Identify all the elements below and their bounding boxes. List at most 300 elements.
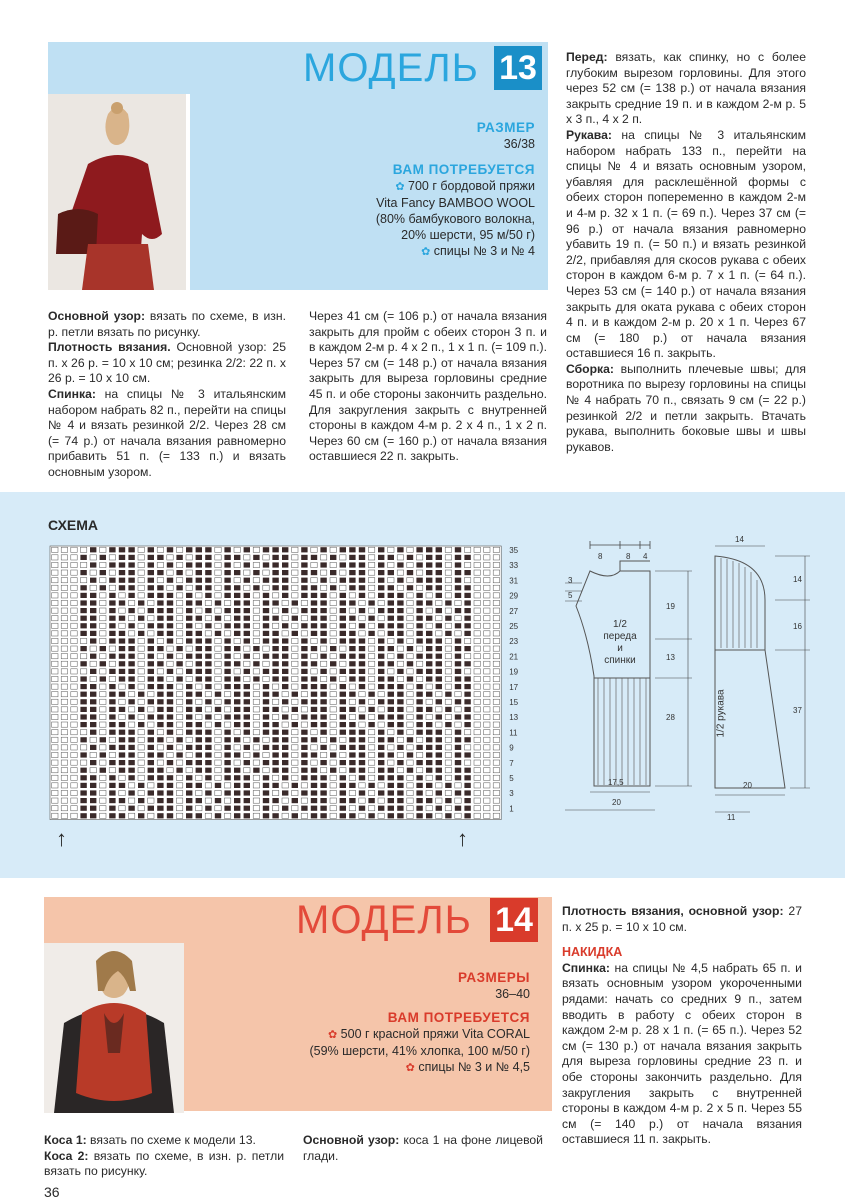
chart-cell [416, 669, 422, 674]
chart-cell [397, 593, 403, 598]
chart-cell [157, 737, 163, 742]
chart-cell [148, 752, 154, 757]
chart-cell [224, 813, 230, 818]
chart-cell [272, 775, 278, 780]
chart-cell [61, 631, 67, 636]
chart-cell [253, 623, 259, 628]
chart-cell [340, 593, 346, 598]
chart-cell [244, 616, 250, 621]
chart-cell [157, 699, 163, 704]
chart-cell [157, 646, 163, 651]
chart-cell [253, 669, 259, 674]
chart-cell [464, 737, 470, 742]
chart-cell [464, 745, 470, 750]
chart-cell [148, 676, 154, 681]
chart-cell [176, 775, 182, 780]
chart-cell [455, 661, 461, 666]
chart-cell [455, 562, 461, 567]
chart-row-number: 23 [509, 637, 519, 647]
chart-cell [119, 654, 125, 659]
chart-cell [253, 585, 259, 590]
chart-cell [80, 730, 86, 735]
chart-cell [493, 593, 499, 598]
chart-cell [263, 699, 269, 704]
chart-cell [224, 600, 230, 605]
chart-cell [205, 783, 211, 788]
chart-cell [464, 684, 470, 689]
chart-cell [119, 623, 125, 628]
chart-cell [272, 562, 278, 567]
chart-cell [224, 638, 230, 643]
chart-cell [436, 578, 442, 583]
chart-cell [119, 692, 125, 697]
chart-cell [234, 547, 240, 552]
chart-cell [320, 631, 326, 636]
chart-cell [388, 806, 394, 811]
chart-cell [282, 676, 288, 681]
chart-cell [167, 752, 173, 757]
chart-cell [109, 600, 115, 605]
chart-cell [138, 737, 144, 742]
chart-cell [445, 578, 451, 583]
chart-cell [282, 661, 288, 666]
chart-cell [71, 699, 77, 704]
chart-cell [368, 661, 374, 666]
chart-cell [176, 714, 182, 719]
chart-cell [176, 699, 182, 704]
chart-cell [128, 623, 134, 628]
chart-cell [301, 646, 307, 651]
chart-cell [378, 737, 384, 742]
chart-cell [52, 775, 58, 780]
chart-cell [311, 654, 317, 659]
chart-cell [119, 707, 125, 712]
chart-cell [244, 783, 250, 788]
model13-column-3 [566, 50, 806, 455]
chart-cell [253, 714, 259, 719]
chart-cell [340, 783, 346, 788]
chart-cell [426, 578, 432, 583]
chart-cell [244, 790, 250, 795]
chart-cell [320, 737, 326, 742]
chart-cell [436, 616, 442, 621]
chart-cell [493, 790, 499, 795]
chart-cell [80, 570, 86, 575]
chart-cell [109, 631, 115, 636]
chart-cell [368, 638, 374, 643]
chart-cell [397, 806, 403, 811]
chart-cell [224, 676, 230, 681]
chart-cell [455, 722, 461, 727]
chart-cell [186, 600, 192, 605]
chart-cell [100, 638, 106, 643]
chart-cell [397, 562, 403, 567]
chart-cell [224, 714, 230, 719]
chart-cell [407, 813, 413, 818]
chart-cell [320, 669, 326, 674]
chart-cell [196, 798, 202, 803]
chart-cell [378, 714, 384, 719]
chart-cell [167, 798, 173, 803]
section-heading: НАКИДКА [562, 945, 623, 960]
chart-cell [61, 600, 67, 605]
chart-cell [61, 638, 67, 643]
chart-cell [157, 752, 163, 757]
chart-cell [272, 752, 278, 757]
chart-cell [426, 722, 432, 727]
chart-cell [71, 790, 77, 795]
chart-cell [426, 783, 432, 788]
chart-cell [224, 562, 230, 567]
chart-cell [359, 555, 365, 560]
chart-cell [167, 638, 173, 643]
chart-cell [138, 562, 144, 567]
chart-cell [61, 760, 67, 765]
chart-cell [157, 798, 163, 803]
chart-cell [311, 638, 317, 643]
chart-cell [100, 608, 106, 613]
chart-cell [196, 714, 202, 719]
chart-cell [109, 752, 115, 757]
chart-cell [426, 684, 432, 689]
chart-row-number: 35 [509, 546, 519, 555]
chart-cell [301, 570, 307, 575]
chart-cell [119, 768, 125, 773]
chart-cell [244, 646, 250, 651]
chart-cell [359, 684, 365, 689]
chart-cell [90, 669, 96, 674]
chart-cell [388, 646, 394, 651]
chart-cell [301, 760, 307, 765]
chart-row-number: 27 [509, 606, 519, 616]
chart-cell [100, 692, 106, 697]
chart-row-number: 19 [509, 667, 519, 677]
chart-cell [397, 737, 403, 742]
chart-cell [493, 562, 499, 567]
chart-cell [148, 654, 154, 659]
chart-cell [416, 593, 422, 598]
chart-cell [119, 661, 125, 666]
chart-cell [61, 707, 67, 712]
chart-cell [292, 806, 298, 811]
chart-cell [301, 631, 307, 636]
chart-cell [119, 684, 125, 689]
chart-cell [186, 813, 192, 818]
chart-cell [119, 600, 125, 605]
chart-cell [128, 562, 134, 567]
chart-cell [215, 578, 221, 583]
chart-cell [474, 813, 480, 818]
chart-cell [80, 760, 86, 765]
chart-cell [416, 600, 422, 605]
chart-cell [205, 752, 211, 757]
chart-cell [119, 790, 125, 795]
chart-cell [215, 714, 221, 719]
chart-cell [205, 570, 211, 575]
chart-cell [349, 783, 355, 788]
chart-cell [224, 578, 230, 583]
chart-cell [109, 768, 115, 773]
chart-cell [263, 684, 269, 689]
chart-cell [148, 555, 154, 560]
chart-row-number: 13 [509, 713, 519, 723]
chart-cell [436, 790, 442, 795]
chart-cell [196, 547, 202, 552]
materials-line-4: 20% шерсти, 95 м/50 г) [401, 228, 535, 242]
model14-column-1 [44, 1133, 284, 1180]
chart-cell [234, 760, 240, 765]
chart-cell [368, 768, 374, 773]
chart-cell [474, 730, 480, 735]
chart-cell [234, 623, 240, 628]
chart-cell [484, 790, 490, 795]
model14-number: 14 [490, 898, 538, 942]
chart-cell [426, 752, 432, 757]
chart-cell [128, 676, 134, 681]
chart-cell [397, 570, 403, 575]
chart-cell [311, 714, 317, 719]
chart-cell [90, 783, 96, 788]
chart-cell [272, 813, 278, 818]
chart-cell [215, 623, 221, 628]
chart-cell [436, 600, 442, 605]
chart-cell [272, 760, 278, 765]
chart-cell [445, 722, 451, 727]
chart-cell [157, 775, 163, 780]
chart-cell [52, 654, 58, 659]
chart-cell [148, 684, 154, 689]
chart-cell [205, 616, 211, 621]
chart-cell [128, 775, 134, 780]
chart-cell [330, 578, 336, 583]
chart-cell [455, 555, 461, 560]
chart-cell [138, 623, 144, 628]
chart-cell [80, 593, 86, 598]
chart-cell [455, 806, 461, 811]
chart-cell [109, 661, 115, 666]
chart-cell [157, 661, 163, 666]
chart-cell [272, 722, 278, 727]
chart-cell [292, 669, 298, 674]
chart-cell [148, 699, 154, 704]
chart-cell [244, 578, 250, 583]
chart-cell [253, 775, 259, 780]
chart-cell [61, 699, 67, 704]
chart-cell [90, 585, 96, 590]
chart-cell [100, 730, 106, 735]
chart-cell [282, 745, 288, 750]
chart-cell [484, 578, 490, 583]
chart-cell [464, 623, 470, 628]
chart-cell [186, 676, 192, 681]
chart-cell [368, 798, 374, 803]
chart-cell [205, 684, 211, 689]
chart-cell [119, 699, 125, 704]
chart-cell [282, 654, 288, 659]
chart-cell [176, 684, 182, 689]
chart-cell [80, 692, 86, 697]
chart-cell [349, 676, 355, 681]
chart-cell [349, 623, 355, 628]
chart-cell [484, 684, 490, 689]
chart-cell [224, 631, 230, 636]
chart-row-number: 21 [509, 652, 519, 662]
chart-cell [244, 752, 250, 757]
chart-cell [368, 585, 374, 590]
chart-cell [282, 608, 288, 613]
chart-cell [272, 669, 278, 674]
chart-cell [205, 585, 211, 590]
chart-cell [301, 737, 307, 742]
chart-cell [215, 593, 221, 598]
chart-cell [464, 714, 470, 719]
chart-cell [90, 707, 96, 712]
chart-cell [397, 638, 403, 643]
chart-cell [80, 623, 86, 628]
chart-cell [416, 684, 422, 689]
chart-cell [148, 760, 154, 765]
chart-cell [148, 638, 154, 643]
chart-cell [378, 775, 384, 780]
chart-cell [282, 752, 288, 757]
chart-cell [90, 798, 96, 803]
chart-cell [455, 669, 461, 674]
chart-cell [253, 661, 259, 666]
chart-cell [148, 669, 154, 674]
chart-cell [340, 562, 346, 567]
chart-cell [128, 783, 134, 788]
chart-cell [253, 737, 259, 742]
chart-cell [311, 578, 317, 583]
chart-cell [416, 608, 422, 613]
chart-cell [196, 730, 202, 735]
chart-cell [416, 638, 422, 643]
chart-cell [71, 669, 77, 674]
chart-cell [378, 806, 384, 811]
chart-cell [90, 745, 96, 750]
chart-cell [71, 623, 77, 628]
chart-cell [464, 722, 470, 727]
chart-cell [320, 692, 326, 697]
chart-cell [282, 813, 288, 818]
chart-cell [445, 798, 451, 803]
chart-cell [100, 646, 106, 651]
chart-cell [148, 730, 154, 735]
chart-cell [186, 555, 192, 560]
chart-cell [263, 768, 269, 773]
chart-row-number: 25 [509, 622, 519, 631]
chart-cell [215, 737, 221, 742]
chart-cell [244, 555, 250, 560]
chart-cell [340, 806, 346, 811]
chart-cell [311, 608, 317, 613]
chart-cell [311, 661, 317, 666]
chart-cell [282, 783, 288, 788]
chart-cell [263, 555, 269, 560]
chart-cell [157, 585, 163, 590]
chart-cell [397, 752, 403, 757]
chart-cell [388, 585, 394, 590]
chart-cell [205, 654, 211, 659]
chart-cell [80, 646, 86, 651]
chart-cell [349, 722, 355, 727]
chart-cell [176, 646, 182, 651]
chart-cell [234, 737, 240, 742]
chart-cell [128, 661, 134, 666]
chart-cell [215, 555, 221, 560]
chart-cell [224, 623, 230, 628]
chart-cell [368, 555, 374, 560]
chart-cell [205, 547, 211, 552]
chart-cell [224, 547, 230, 552]
chart-cell [484, 798, 490, 803]
chart-cell [301, 806, 307, 811]
chart-cell [311, 730, 317, 735]
chart-cell [176, 752, 182, 757]
chart-cell [484, 616, 490, 621]
chart-cell [148, 562, 154, 567]
up-arrow-icon: ↑ [56, 826, 67, 851]
chart-cell [90, 737, 96, 742]
chart-cell [397, 730, 403, 735]
chart-cell [455, 600, 461, 605]
chart-cell [167, 714, 173, 719]
chart-cell [349, 654, 355, 659]
chart-cell [71, 684, 77, 689]
chart-cell [52, 593, 58, 598]
chart-cell [234, 692, 240, 697]
chart-cell [464, 692, 470, 697]
chart-cell [282, 737, 288, 742]
chart-cell [368, 547, 374, 552]
chart-cell [311, 737, 317, 742]
chart-cell [253, 722, 259, 727]
chart-cell [176, 745, 182, 750]
chart-cell [378, 661, 384, 666]
chart-cell [445, 783, 451, 788]
chart-cell [397, 760, 403, 765]
chart-cell [436, 752, 442, 757]
chart-cell [272, 684, 278, 689]
chart-cell [244, 676, 250, 681]
chart-cell [119, 752, 125, 757]
chart-cell [148, 631, 154, 636]
chart-cell [196, 692, 202, 697]
chart-cell [52, 684, 58, 689]
chart-cell [292, 684, 298, 689]
chart-cell [119, 760, 125, 765]
chart-cell [426, 623, 432, 628]
page-number: 36 [44, 1184, 60, 1200]
chart-cell [234, 669, 240, 674]
chart-cell [80, 790, 86, 795]
chart-cell [61, 593, 67, 598]
chart-cell [368, 616, 374, 621]
chart-cell [320, 570, 326, 575]
chart-cell [253, 707, 259, 712]
chart-cell [349, 775, 355, 780]
chart-cell [100, 798, 106, 803]
chart-cell [71, 707, 77, 712]
chart-cell [311, 752, 317, 757]
model13-title: МОДЕЛЬ [303, 46, 479, 90]
chart-cell [407, 714, 413, 719]
chart-cell [100, 684, 106, 689]
materials-line-1: ✿ 500 г красной пряжи Vita CORAL [327, 1027, 530, 1041]
chart-cell [148, 798, 154, 803]
chart-cell [474, 600, 480, 605]
chart-cell [263, 600, 269, 605]
